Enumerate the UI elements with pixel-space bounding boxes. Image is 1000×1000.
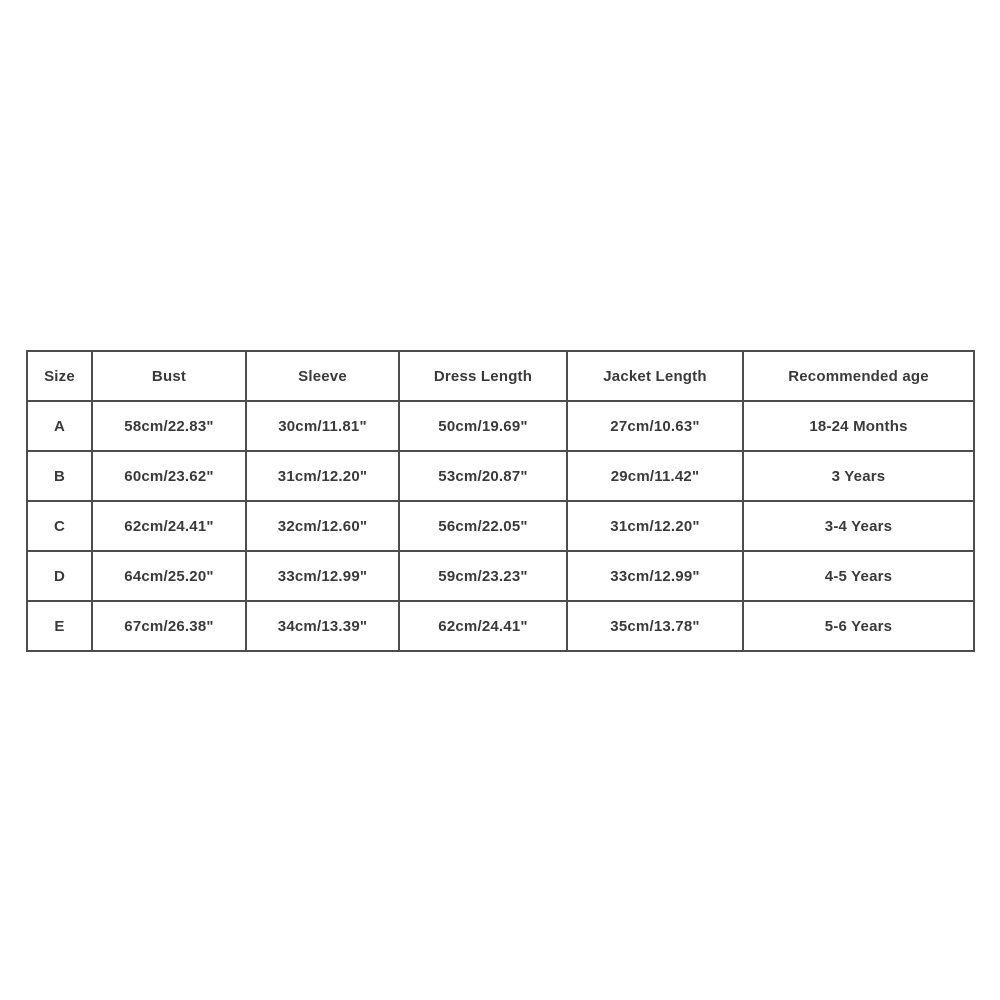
table-row-size-c <box>27 501 974 551</box>
column-header-size: Size <box>27 351 92 401</box>
column-header-bust: Bust <box>92 351 246 401</box>
measurement-cell: 5-6 Years <box>743 601 974 651</box>
measurement-cell: 67cm/26.38" <box>92 601 246 651</box>
measurement-cell: 53cm/20.87" <box>399 451 567 501</box>
column-header-sleeve: Sleeve <box>246 351 399 401</box>
measurement-cell: 31cm/12.20" <box>246 451 399 501</box>
measurement-cell: 60cm/23.62" <box>92 451 246 501</box>
column-header-dress-length: Dress Length <box>399 351 567 401</box>
measurement-cell: 18-24 Months <box>743 401 974 451</box>
measurement-cell: 35cm/13.78" <box>567 601 743 651</box>
measurement-cell: 3 Years <box>743 451 974 501</box>
measurement-cell: 58cm/22.83" <box>92 401 246 451</box>
size-label-cell: C <box>27 501 92 551</box>
column-header-jacket-length: Jacket Length <box>567 351 743 401</box>
measurement-cell: 62cm/24.41" <box>92 501 246 551</box>
size-label-cell: B <box>27 451 92 501</box>
measurement-cell: 3-4 Years <box>743 501 974 551</box>
table-body <box>27 401 974 651</box>
size-label-cell: D <box>27 551 92 601</box>
measurement-cell: 64cm/25.20" <box>92 551 246 601</box>
measurement-cell: 56cm/22.05" <box>399 501 567 551</box>
measurement-cell: 59cm/23.23" <box>399 551 567 601</box>
column-header-recommended-age: Recommended age <box>743 351 974 401</box>
measurement-cell: 30cm/11.81" <box>246 401 399 451</box>
measurement-cell: 31cm/12.20" <box>567 501 743 551</box>
size-label-cell: A <box>27 401 92 451</box>
measurement-cell: 33cm/12.99" <box>246 551 399 601</box>
measurement-cell: 27cm/10.63" <box>567 401 743 451</box>
size-label-cell: E <box>27 601 92 651</box>
measurement-cell: 32cm/12.60" <box>246 501 399 551</box>
measurement-cell: 62cm/24.41" <box>399 601 567 651</box>
measurement-cell: 4-5 Years <box>743 551 974 601</box>
table-header-row <box>27 351 974 401</box>
measurement-cell: 29cm/11.42" <box>567 451 743 501</box>
measurement-cell: 50cm/19.69" <box>399 401 567 451</box>
table-row-size-e <box>27 601 974 651</box>
table-row-size-b <box>27 451 974 501</box>
table-row-size-d <box>27 551 974 601</box>
measurement-cell: 33cm/12.99" <box>567 551 743 601</box>
measurement-cell: 34cm/13.39" <box>246 601 399 651</box>
size-chart-table <box>26 350 975 652</box>
table-row-size-a <box>27 401 974 451</box>
size-chart-container <box>26 350 973 652</box>
